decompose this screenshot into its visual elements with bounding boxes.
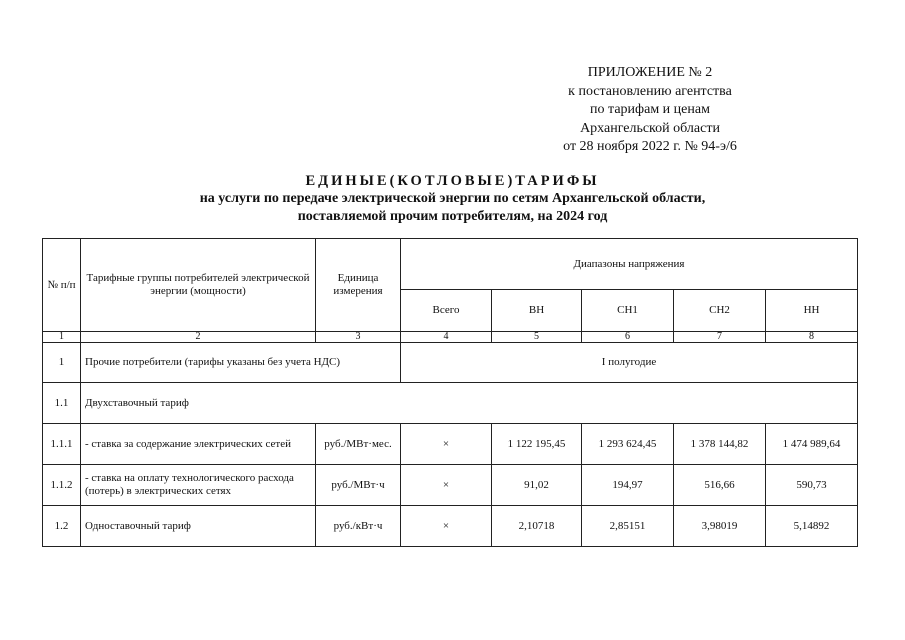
row-name: Одноставочный тариф <box>81 506 316 547</box>
appendix-line: Архангельской области <box>580 120 720 136</box>
table-row <box>43 424 858 465</box>
row-sn2: 1 378 144,82 <box>674 424 766 465</box>
header-vn: ВН <box>492 290 582 332</box>
row-unit: руб./МВт·мес. <box>316 424 401 465</box>
row-total: × <box>401 506 492 547</box>
row-num: 1.1.1 <box>43 424 81 465</box>
row-unit: руб./МВт·ч <box>316 465 401 506</box>
row-num: 1.1.2 <box>43 465 81 506</box>
header-num: № п/п <box>43 239 81 332</box>
row-vn: 91,02 <box>492 465 582 506</box>
title-subtitle: поставляемой прочим потребителям, на 2024 год <box>297 209 608 224</box>
header-groups: Тарифные группы потребителей электрической энергии (мощности) <box>81 239 316 332</box>
column-number-row <box>43 332 858 343</box>
header-sn1: СН1 <box>582 290 674 332</box>
header-total: Всего <box>401 290 492 332</box>
row-total: × <box>401 424 492 465</box>
row-sn1: 2,85151 <box>582 506 674 547</box>
row-sn1: 1 293 624,45 <box>582 424 674 465</box>
row-name: Прочие потребители (тарифы указаны без учета НДС) <box>81 343 401 383</box>
appendix-line: к постановлению агентства <box>568 83 732 99</box>
title-subtitle: на услуги по передаче электрической энергии по сетям Архангельской области, <box>199 191 706 206</box>
row-vn: 1 122 195,45 <box>492 424 582 465</box>
row-nn: 590,73 <box>766 465 858 506</box>
row-name: - ставка за содержание электрических сетей <box>81 424 316 465</box>
table-row <box>43 343 858 383</box>
row-name: - ставка на оплату технологического расхода (потерь) в электрических сетях <box>81 465 316 506</box>
row-sn2: 3,98019 <box>674 506 766 547</box>
row-name: Двухставочный тариф <box>81 383 858 424</box>
column-number: 7 <box>674 332 766 343</box>
header-sn2: СН2 <box>674 290 766 332</box>
appendix-title: ПРИЛОЖЕНИЕ № 2 <box>587 65 713 80</box>
header-nn: НН <box>766 290 858 332</box>
row-total: × <box>401 465 492 506</box>
column-number: 1 <box>43 332 81 343</box>
row-nn: 5,14892 <box>766 506 858 547</box>
table-row <box>43 383 858 424</box>
title-main: ЕДИНЫЕ(КОТЛОВЫЕ)ТАРИФЫ <box>305 173 600 189</box>
tariff-table <box>42 238 858 547</box>
row-num: 1.1 <box>43 383 81 424</box>
row-sn2: 516,66 <box>674 465 766 506</box>
row-vn: 2,10718 <box>492 506 582 547</box>
table-header-row <box>43 239 858 290</box>
header-unit: Единица измерения <box>316 239 401 332</box>
appendix-line: по тарифам и ценам <box>590 102 710 117</box>
row-num: 1.2 <box>43 506 81 547</box>
appendix-header <box>520 64 780 157</box>
row-nn: 1 474 989,64 <box>766 424 858 465</box>
column-number: 3 <box>316 332 401 343</box>
column-number: 5 <box>492 332 582 343</box>
row-num: 1 <box>43 343 81 383</box>
column-number: 4 <box>401 332 492 343</box>
appendix-date-line: от 28 ноября 2022 г. № 94-э/6 <box>563 139 737 154</box>
table-row <box>43 506 858 547</box>
row-unit: руб./кВт·ч <box>316 506 401 547</box>
column-number: 6 <box>582 332 674 343</box>
header-ranges: Диапазоны напряжения <box>401 239 858 290</box>
column-number: 8 <box>766 332 858 343</box>
row-period: I полугодие <box>401 343 858 383</box>
document-title <box>0 172 905 226</box>
table-row <box>43 465 858 506</box>
column-number: 2 <box>81 332 316 343</box>
row-sn1: 194,97 <box>582 465 674 506</box>
